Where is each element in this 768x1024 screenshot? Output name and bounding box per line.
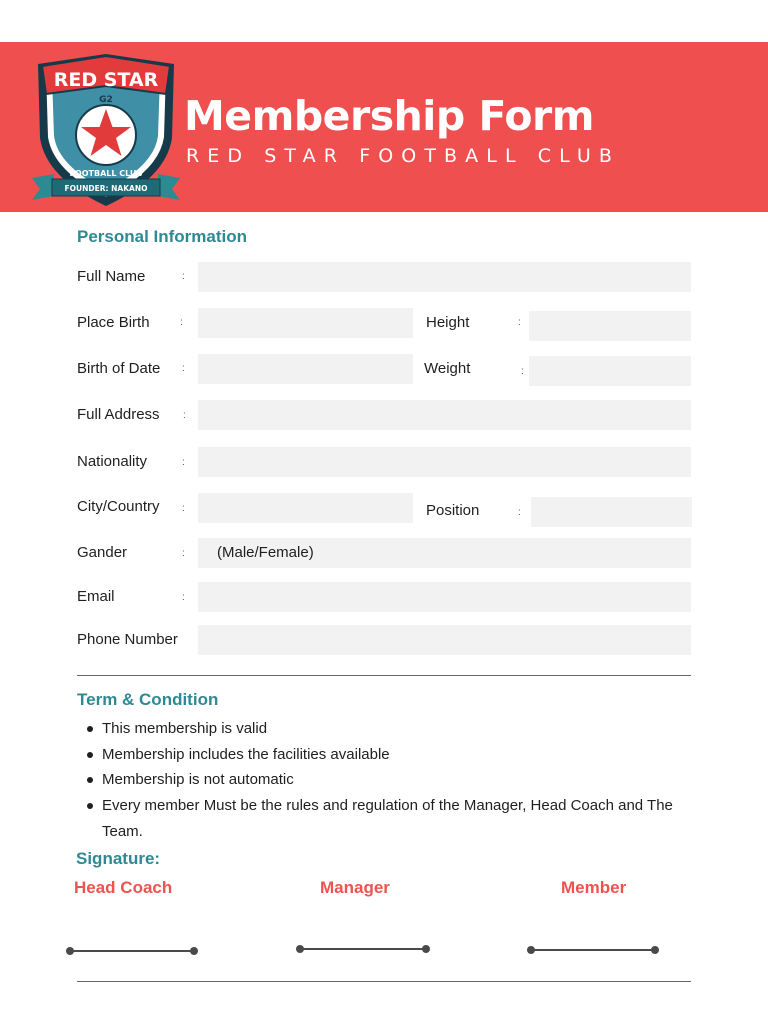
- gender-value: (Male/Female): [217, 544, 314, 561]
- signature-role-manager: Manager: [320, 878, 390, 897]
- head-coach-signature-line[interactable]: [70, 950, 194, 952]
- email-colon: :: [182, 592, 185, 603]
- signature-role-member: Member: [561, 878, 627, 897]
- nationality-colon: :: [182, 457, 185, 468]
- city-country-field[interactable]: [198, 493, 413, 523]
- logo-ring-text: FOOTBALL CLUB: [69, 169, 143, 178]
- terms-item: Membership includes the facilities available: [77, 742, 717, 768]
- gender-colon: :: [182, 548, 185, 559]
- nationality-field[interactable]: [198, 447, 691, 477]
- gender-label: Gander: [77, 544, 128, 561]
- full-name-label: Full Name: [77, 268, 146, 285]
- birth-date-field[interactable]: [198, 354, 413, 384]
- full-name-colon: :: [182, 271, 185, 282]
- weight-colon: :: [521, 366, 524, 377]
- birth-date-label: Birth of Date: [77, 360, 161, 377]
- signature-role-head-coach: Head Coach: [74, 878, 173, 897]
- nationality-label: Nationality: [77, 453, 148, 470]
- logo-name-text: RED STAR: [53, 69, 159, 91]
- height-colon: :: [518, 317, 521, 328]
- section-divider: [77, 675, 691, 676]
- place-birth-label: Place Birth: [77, 314, 150, 331]
- weight-field[interactable]: [529, 356, 691, 386]
- city-country-label: City/Country: [77, 498, 160, 515]
- height-label: Height: [426, 314, 470, 331]
- club-logo-crest-icon: [28, 50, 184, 210]
- birth-date-colon: :: [182, 363, 185, 374]
- logo-ribbon-text: FOUNDER: NAKANO: [64, 184, 148, 193]
- email-field[interactable]: [198, 582, 691, 612]
- position-colon: :: [518, 507, 521, 518]
- terms-heading: Term & Condition: [77, 690, 219, 709]
- gender-field[interactable]: [198, 538, 691, 568]
- terms-item: This membership is valid: [77, 716, 717, 742]
- page-title: Membership Form: [184, 92, 594, 140]
- place-birth-colon: :: [180, 317, 183, 328]
- phone-field[interactable]: [198, 625, 691, 655]
- height-field[interactable]: [529, 311, 691, 341]
- signature-heading: Signature:: [76, 849, 161, 868]
- personal-info-heading: Personal Information: [77, 227, 248, 246]
- full-address-field[interactable]: [198, 400, 691, 430]
- terms-item: Membership is not automatic: [77, 767, 717, 793]
- terms-list: [77, 716, 717, 845]
- terms-item: Every member Must be the rules and regulation of the Manager, Head Coach and The Team.: [77, 793, 717, 844]
- city-country-colon: :: [182, 503, 185, 514]
- place-birth-field[interactable]: [198, 308, 413, 338]
- email-label: Email: [77, 588, 115, 605]
- page-subtitle: RED STAR FOOTBALL CLUB: [186, 145, 621, 167]
- position-label: Position: [426, 502, 480, 519]
- member-signature-line[interactable]: [531, 949, 655, 951]
- weight-label: Weight: [424, 360, 471, 377]
- full-address-colon: :: [183, 410, 186, 421]
- logo-emblem-text: G2: [99, 95, 113, 105]
- full-name-field[interactable]: [198, 262, 691, 292]
- footer-divider: [77, 981, 691, 982]
- full-address-label: Full Address: [77, 406, 160, 423]
- position-field[interactable]: [531, 497, 692, 527]
- manager-signature-line[interactable]: [300, 948, 426, 950]
- phone-label: Phone Number: [77, 631, 178, 648]
